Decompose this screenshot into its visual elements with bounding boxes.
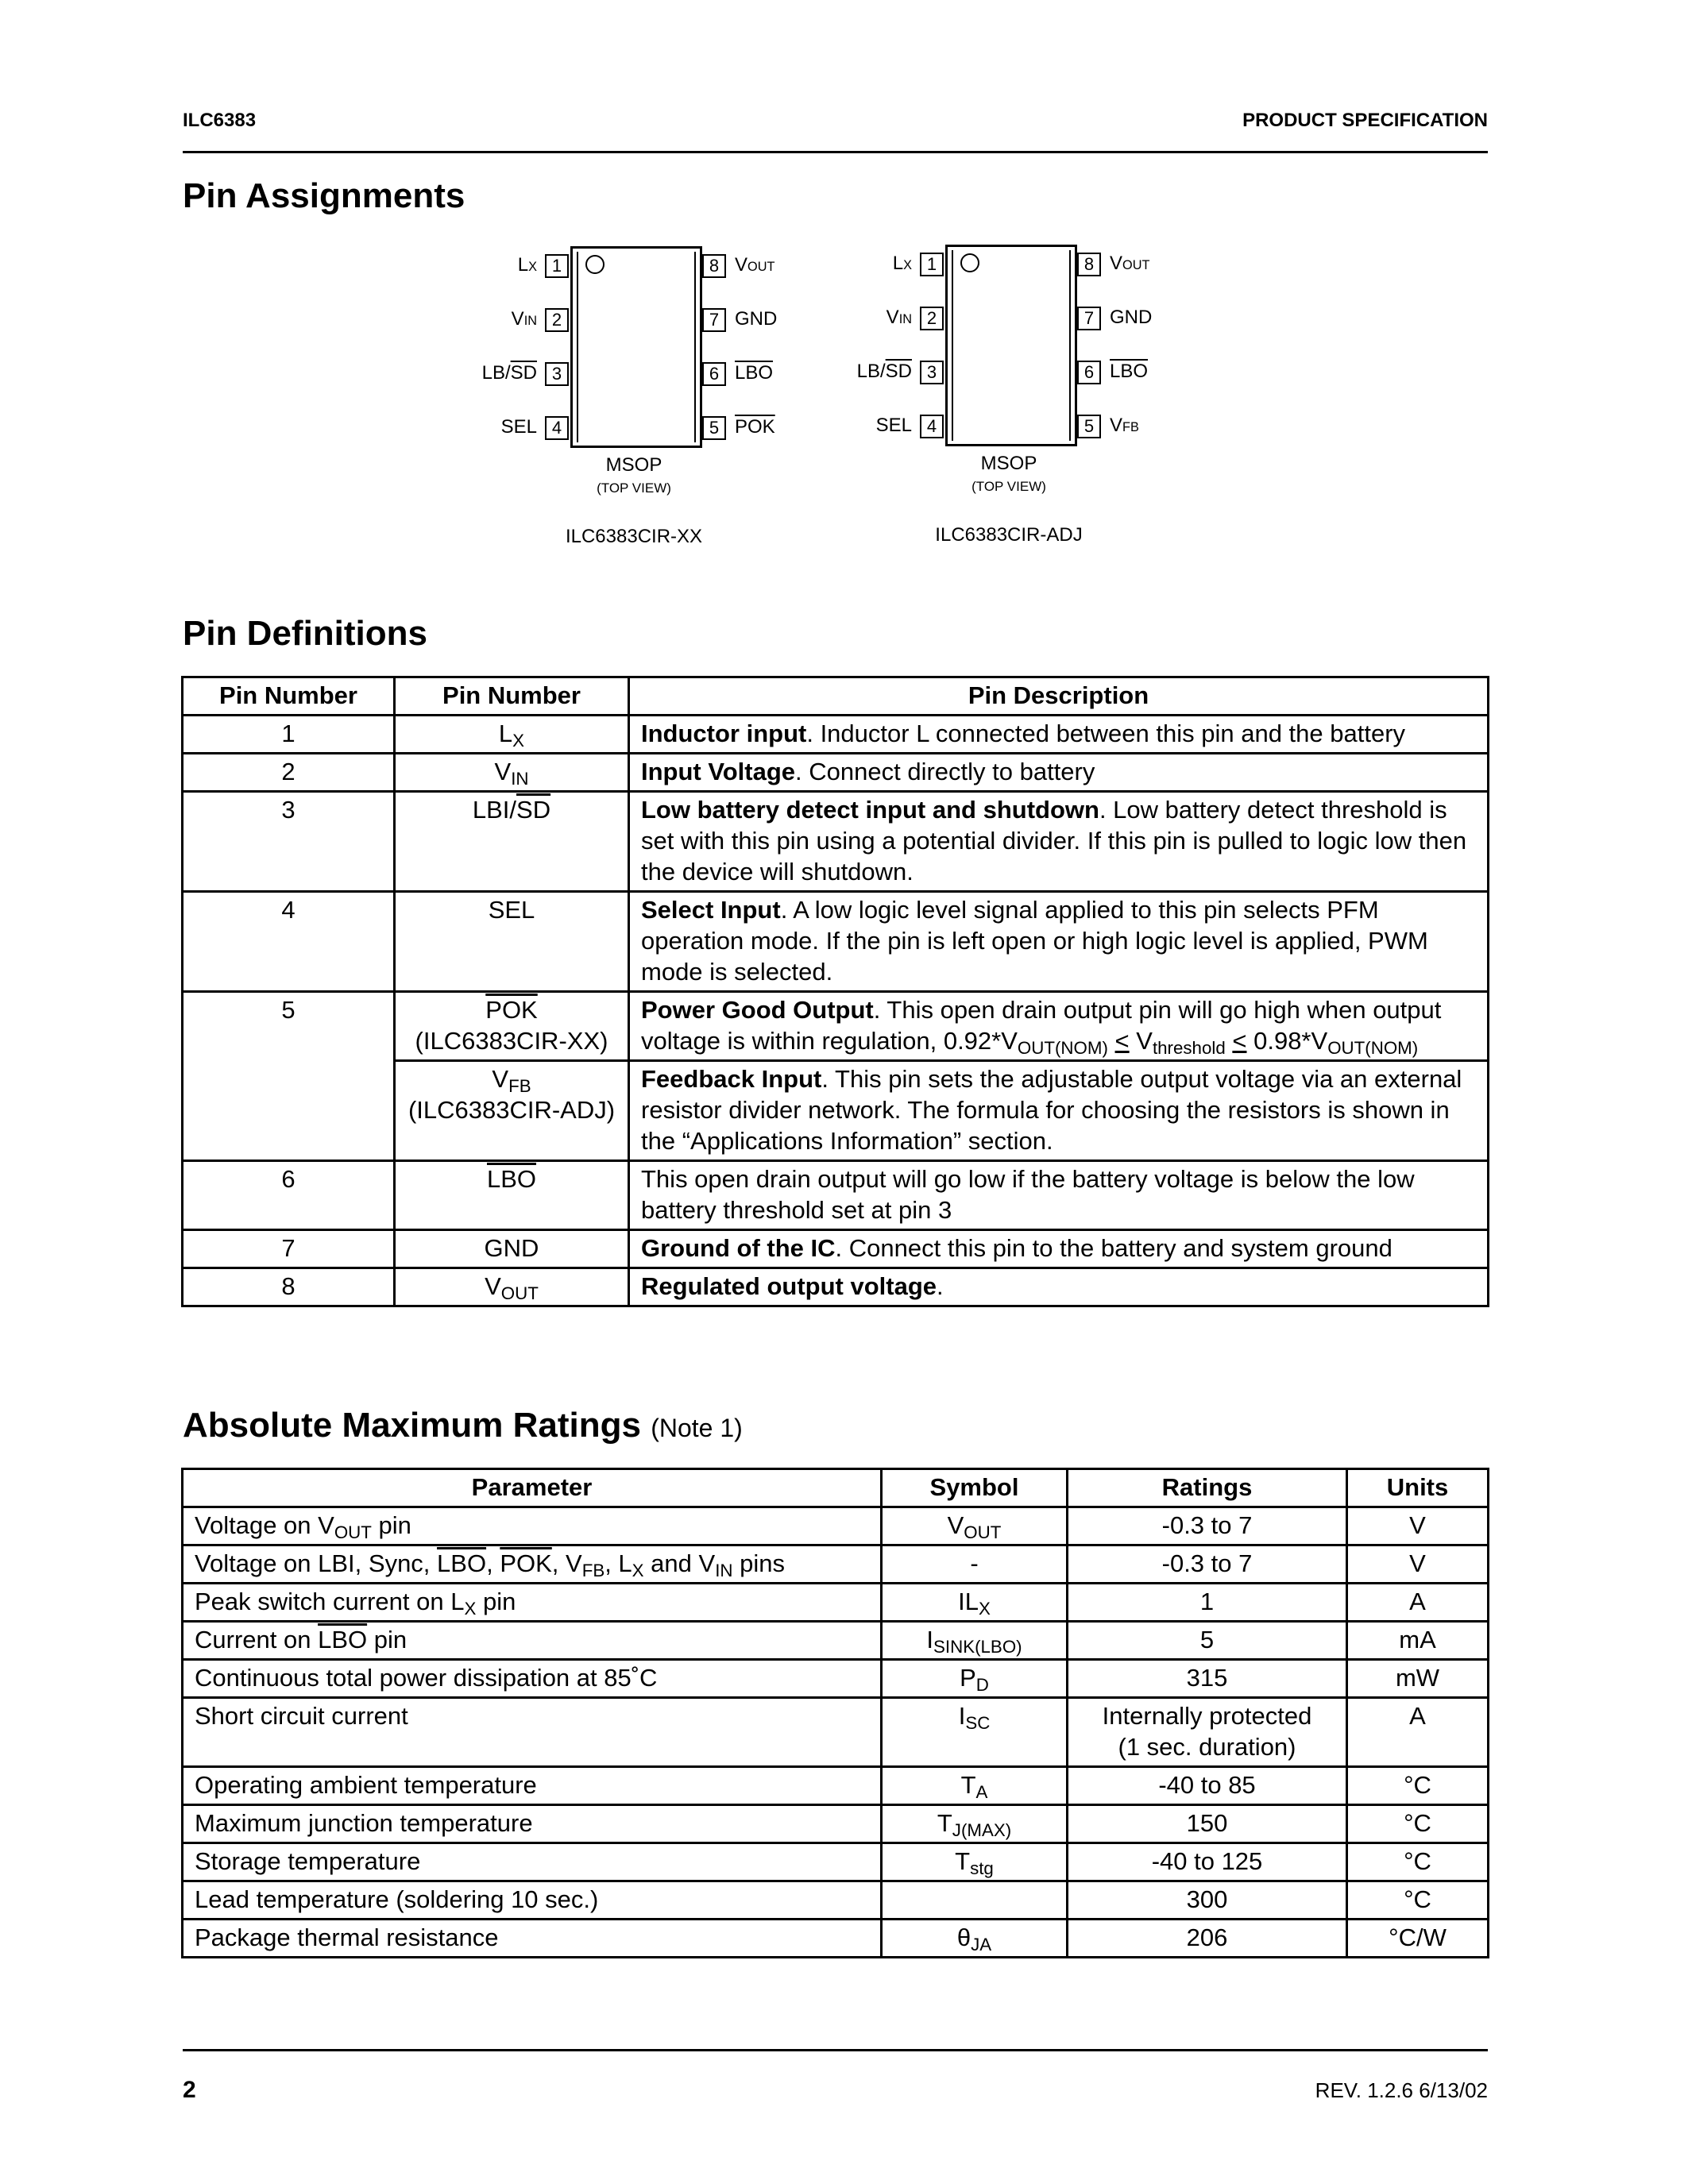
column-header: Pin Number <box>183 677 395 716</box>
pin-label: LX <box>517 254 537 276</box>
pin-label: VIN <box>511 308 537 330</box>
pin-number: 3 <box>545 362 569 386</box>
pin-definitions-title: Pin Definitions <box>183 614 427 653</box>
pin-number: 2 <box>920 307 944 330</box>
table-row: 7 GND Ground of the IC. Connect this pin to the battery and system ground <box>183 1230 1489 1268</box>
pin-assignments-title: Pin Assignments <box>183 176 465 215</box>
table-row: Package thermal resistance $\theta_{JA}$ 206 °C/W <box>183 1920 1489 1958</box>
table-row: Short circuit current $I_{SC}$ Internally protected (1 sec. duration) A <box>183 1698 1489 1767</box>
part-number: ILC6383CIR-ADJ <box>935 524 1083 546</box>
pin-number: 8 <box>702 254 726 278</box>
view-label: (TOP VIEW) <box>597 480 671 496</box>
column-header: Ratings <box>1068 1469 1347 1507</box>
pin-label: SEL <box>500 416 537 438</box>
pin-label: VOUT <box>735 254 775 276</box>
pin-number: 4 <box>545 416 569 440</box>
pin-label: GND <box>735 308 778 330</box>
table-header-row <box>183 1469 1489 1507</box>
pin-number: 5 <box>702 416 726 440</box>
pin1-dot <box>960 253 979 272</box>
table-row: $V_{FB}$ (ILC6383CIR-ADJ) Feedback Input. This pin sets the adjustable output voltage via an external resistor divider network. The formula for choosing the resistors is shown in the “Applications Information” section. <box>183 1061 1489 1161</box>
ic-body <box>570 246 702 448</box>
pin-number: 1 <box>920 253 944 276</box>
pin-label: $LB/\overline{SD}$ <box>856 361 912 382</box>
table-row: Lead temperature (soldering 10 sec.) 300 °C <box>183 1881 1489 1920</box>
pin-label: $\overline{POK}$ <box>735 416 775 438</box>
abs-max-table <box>181 1468 1489 1958</box>
revision: REV. 1.2.6 6/13/02 <box>1315 2078 1488 2102</box>
table-row: 6 $\overline{LBO}$ This open drain output will go low if the battery voltage is below the low battery threshold set at pin 3 <box>183 1161 1489 1230</box>
column-header: Units <box>1347 1469 1489 1507</box>
pin-label: VOUT <box>1110 253 1150 274</box>
pin-number: 3 <box>920 361 944 384</box>
view-label: (TOP VIEW) <box>971 479 1046 494</box>
pin-number: 7 <box>1077 307 1101 330</box>
pin-label: GND <box>1110 307 1153 328</box>
column-header: Symbol <box>882 1469 1068 1507</box>
pin-number: 6 <box>702 362 726 386</box>
ic-body <box>945 245 1077 446</box>
table-row: 1 $L_X$ Inductor input. Inductor L connected between this pin and the battery <box>183 716 1489 754</box>
pin-label: VFB <box>1110 415 1139 436</box>
package-label: MSOP <box>980 453 1037 474</box>
abs-max-title: Absolute Maximum Ratings (Note 1) <box>183 1406 743 1445</box>
table-row: Continuous total power dissipation at 85˚C $P_D$ 315 mW <box>183 1660 1489 1698</box>
column-header: Pin Description <box>629 677 1489 716</box>
pin-label: LX <box>892 253 912 274</box>
table-row: Maximum junction temperature $T_{J(MAX)}$ 150 °C <box>183 1805 1489 1843</box>
pin-definitions-table <box>181 676 1489 1307</box>
pin-number: 1 <box>545 254 569 278</box>
table-row: Storage temperature $T_{stg}$ -40 to 125 °C <box>183 1843 1489 1881</box>
table-row: 4 SEL Select Input. A low logic level signal applied to this pin selects PFM operation mode. If the pin is left open or high logic level is applied, PWM mode is selected. <box>183 892 1489 992</box>
pin-number: 7 <box>702 308 726 332</box>
pin-number: 4 <box>920 415 944 438</box>
pin-label: SEL <box>875 415 912 436</box>
page-header <box>183 110 1488 153</box>
pin-label: $\overline{LBO}$ <box>735 362 774 384</box>
doc-id: ILC6383 <box>183 110 257 131</box>
pin-number: 2 <box>545 308 569 332</box>
column-header: Pin Number <box>395 677 629 716</box>
table-header-row <box>183 677 1489 716</box>
doc-type: PRODUCT SPECIFICATION <box>1242 110 1488 131</box>
pin1-dot <box>585 255 605 274</box>
table-row: 8 $V_{OUT}$ Regulated output voltage. <box>183 1268 1489 1306</box>
pin-number: 5 <box>1077 415 1101 438</box>
package-label: MSOP <box>605 454 662 476</box>
table-row: Voltage on $V_{OUT}$ pin $V_{OUT}$ -0.3 to 7 V <box>183 1507 1489 1545</box>
part-number: ILC6383CIR-XX <box>565 526 703 547</box>
ic-diagram-adj <box>836 245 1312 578</box>
page-number: 2 <box>183 2077 196 2103</box>
pin-label: $\overline{LBO}$ <box>1110 361 1149 382</box>
pin-label: $LB/\overline{SD}$ <box>481 362 537 384</box>
table-row: 2 $V_{IN}$ Input Voltage. Connect directly to battery <box>183 754 1489 792</box>
pin-label: VIN <box>886 307 912 328</box>
page-footer <box>183 2049 1488 2103</box>
pin-number: 8 <box>1077 253 1101 276</box>
table-row: Operating ambient temperature $T_A$ -40 to 85 °C <box>183 1767 1489 1805</box>
table-row: Voltage on LBI, Sync, $\overline{LBO}$, $\overline{POK}$, $V_{FB}$, $L_X$ and $V_{IN}$ pins - -0.3 to 7 V <box>183 1545 1489 1584</box>
table-row: 3 LBI/$\overline{SD}$ Low battery detect input and shutdown. Low battery detect threshold is set with this pin using a potential divider. If this pin is pulled to logic low then the device will shutdown. <box>183 792 1489 892</box>
column-header: Parameter <box>183 1469 882 1507</box>
table-row: 5 $\overline{POK}$ (ILC6383CIR-XX) Power Good Output. This open drain output pin will go high when output voltage is within regulation, $0.92*V_{OUT(NOM)} < V_{threshold} < 0.98*V_{OUT(NOM)}$ <box>183 992 1489 1061</box>
pin-number: 6 <box>1077 361 1101 384</box>
table-row: Current on $\overline{LBO}$ pin $I_{SINK(LBO)}$ 5 mA <box>183 1622 1489 1660</box>
table-row: Peak switch current on $L_X$ pin $IL_X$ 1 A <box>183 1584 1489 1622</box>
